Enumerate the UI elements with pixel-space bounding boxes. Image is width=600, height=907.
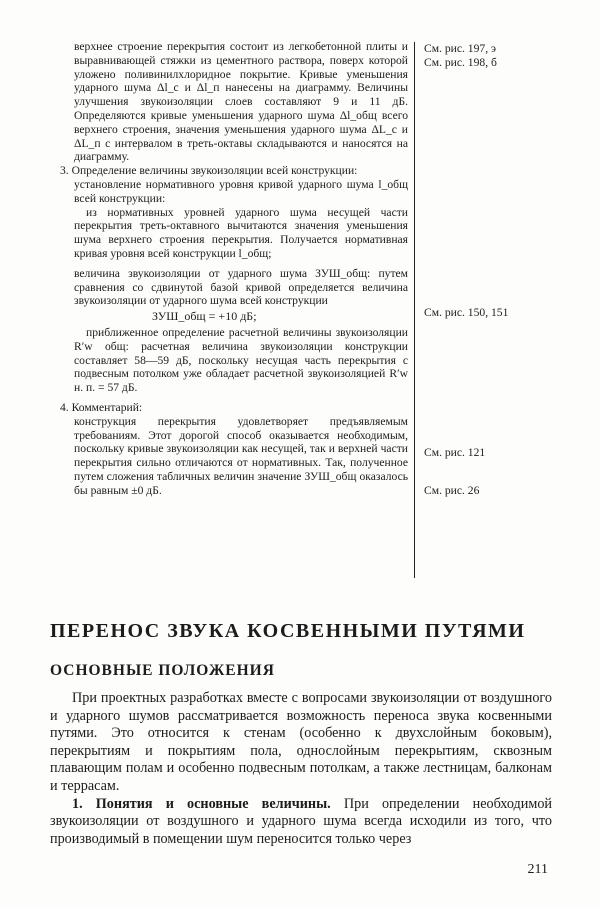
ref-fig-197: См. рис. 197, э	[424, 42, 496, 55]
ref-fig-121: См. рис. 121	[424, 446, 486, 459]
section-title: ПЕРЕНОС ЗВУКА КОСВЕННЫМИ ПУТЯМИ	[50, 620, 526, 642]
body-paragraph-2-heading: 1. Понятия и основные величины.	[72, 795, 331, 812]
paragraph-norm-curve: установление нормативного уровня кривой ударного шума l_общ всей конструкции:	[74, 177, 408, 205]
body-paragraph-2-text: При определении необходимой звукоизоляции от воздушного и ударного шума всегда исходили из того, что производимый в помещении шум переносится только через	[50, 795, 553, 847]
main-body-text	[50, 690, 552, 848]
body-paragraph-2	[50, 796, 552, 849]
ref-fig-198: См. рис. 198, б	[424, 56, 497, 69]
paragraph-norm-levels: из нормативных уровней ударного шума несущей части перекрытия треть-октавного вычитаются значения уменьшения шума верхнего строения перекрытия. Получается нормативная кривая уровня всей конструкции l_общ;	[74, 205, 408, 260]
left-text-column	[60, 40, 408, 498]
heading-step-4: 4. Комментарий:	[60, 400, 143, 414]
heading-step-3: 3. Определение величины звукоизоляции всей конструкции:	[60, 164, 358, 178]
paragraph-upper-structure: верхнее строение перекрытия состоит из легкобетонной плиты и выравнивающей стяжки из цементного раствора, поверх которой уложено поливинилхлоридное покрытие. Кривые уменьшения ударного шума Δl_c и Δl_п нанесены на диаграмму. Величины улучшения звукоизоляции слоев составляют 9 и 11 дБ. Определяются кривые уменьшения ударного шума Δl_общ всего верхнего строения, значения уменьшения ударного шума ΔL_c и ΔL_п с интервалом в треть-октавы складываются и наносятся на диаграмму.	[74, 40, 408, 164]
ref-fig-150: См. рис. 150, 151	[424, 306, 509, 319]
subsection-title: ОСНОВНЫЕ ПОЛОЖЕНИЯ	[50, 662, 275, 679]
body-paragraph-1: При проектных разработках вместе с вопросами звукоизоляции от воздушного и ударного шумов рассматривается возможность переноса звука косвенными путями. Это относится к стенам (особенно к двухслойным боковым), перекрытиям и покрытиям пола, однослойным перекрытиям, сквозным плавающим полам и особенно подвесным потолкам, а также лестницам, балконам и террасам.	[50, 690, 552, 794]
paragraph-impact-insulation: величина звукоизоляции от ударного шума ЗУШ_общ: путем сравнения со сдвинутой базой кривой определяется величина звукоизоляции от ударного шума всей конструкции	[74, 266, 408, 308]
formula-zush: ЗУШ_общ = +10 дБ;	[152, 309, 257, 324]
column-divider	[414, 42, 415, 578]
page-number: 211	[527, 862, 548, 877]
paragraph-approx-rw: приближенное определение расчетной величины звукоизоляции R′w общ: расчетная величина звукоизоляции конструкции составляет 58—59 дБ, поскольку несущая часть перекрытия с подвесным потолком уже обладает расчетной звукоизоляцией R′w н. п. = 57 дБ.	[74, 325, 408, 395]
ref-fig-26: См. рис. 26	[424, 484, 480, 497]
paragraph-comment: конструкция перекрытия удовлетворяет предъявляемым требованиям. Этот дорогой способ оказывается необходимым, поскольку кривые звукоизоляции как несущей, так и верхней части перекрытия сильно отличаются от нормативных. Так, полученное путем сложения табличных величин значение ЗУШ_общ оказалось бы равным ±0 дБ.	[74, 414, 408, 497]
